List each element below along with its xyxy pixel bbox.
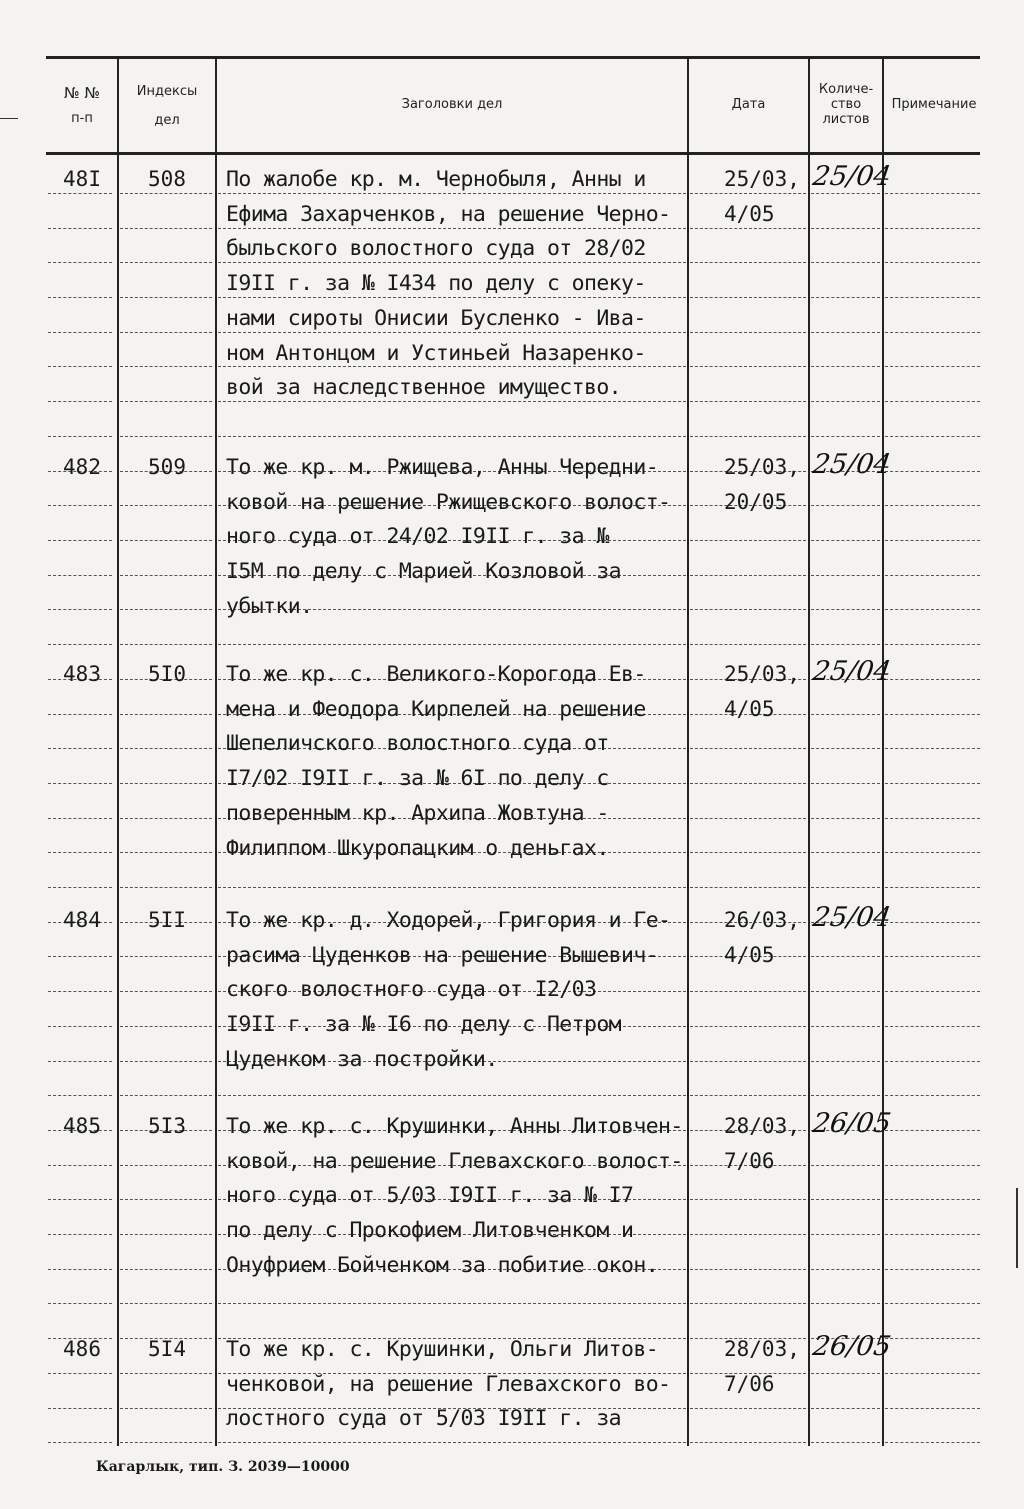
- row-rule: [48, 852, 112, 853]
- row-rule: [690, 748, 806, 749]
- row-rule: [811, 436, 880, 437]
- row-rule: [48, 1165, 112, 1166]
- row-rule: [48, 1095, 112, 1096]
- row-rule: [120, 193, 212, 194]
- entry-title-line: ковой, на решение Глевахского волост-: [226, 1149, 683, 1174]
- row-rule: [885, 679, 980, 680]
- row-rule: [885, 436, 980, 437]
- row-rule: [218, 887, 686, 888]
- row-rule: [120, 783, 212, 784]
- row-rule: [811, 1269, 880, 1270]
- entry-number: 485: [63, 1114, 101, 1138]
- entry-date: 28/03,: [724, 1114, 800, 1138]
- entry-index: 508: [148, 167, 186, 191]
- row-rule: [811, 1061, 880, 1062]
- row-rule: [48, 714, 112, 715]
- row-rule: [811, 991, 880, 992]
- row-rule: [885, 1303, 980, 1304]
- entry-title-line: ном Антонцом и Устиньей Назаренко-: [226, 341, 646, 366]
- row-rule: [48, 401, 112, 402]
- row-rule: [120, 366, 212, 367]
- row-rule: [690, 1303, 806, 1304]
- row-rule: [120, 1061, 212, 1062]
- row-rule: [218, 228, 686, 229]
- top-border: [46, 56, 980, 59]
- row-rule: [811, 852, 880, 853]
- row-rule: [811, 1408, 880, 1409]
- entry-title-line: То же кр. м. Ржищева, Анны Чередни-: [226, 455, 659, 480]
- row-rule: [218, 1095, 686, 1096]
- row-rule: [885, 505, 980, 506]
- row-rule: [120, 1442, 212, 1443]
- row-rule: [690, 436, 806, 437]
- entry-sheets-handwritten: 26/05: [810, 1331, 893, 1362]
- header-num-label: № №: [64, 84, 100, 102]
- row-rule: [48, 505, 112, 506]
- entry-date: 7/06: [724, 1372, 775, 1396]
- row-rule: [885, 1026, 980, 1027]
- row-rule: [690, 783, 806, 784]
- entry-title-line: Цуденком за постройки.: [226, 1047, 498, 1072]
- entry-title-line: ченковой, на решение Глевахского во-: [226, 1372, 671, 1397]
- entry-date: 4/05: [724, 943, 775, 967]
- row-rule: [48, 1269, 112, 1270]
- entry-title-line: I7/02 I9II г. за № 6I по делу с: [226, 766, 609, 791]
- row-rule: [885, 1234, 980, 1235]
- header-index: [119, 84, 215, 128]
- row-rule: [885, 193, 980, 194]
- row-rule: [811, 1026, 880, 1027]
- row-rule: [811, 714, 880, 715]
- column-divider-title: [215, 56, 217, 1446]
- entry-title-line: I9II г. за № I6 по делу с Петром: [226, 1012, 622, 1037]
- row-rule: [885, 922, 980, 923]
- right-margin-mark: [1016, 1188, 1018, 1268]
- row-rule: [48, 436, 112, 437]
- entry-title-line: мена и Феодора Кирпелей на решение: [226, 697, 646, 722]
- entry-title-line: поверенным кр. Архипа Жовтуна -: [226, 801, 609, 826]
- row-rule: [218, 332, 686, 333]
- row-rule: [690, 1026, 806, 1027]
- row-rule: [811, 887, 880, 888]
- row-rule: [120, 1269, 212, 1270]
- row-rule: [48, 748, 112, 749]
- entry-title-line: То же кр. с. Великого-Корогода Ев-: [226, 662, 646, 687]
- row-rule: [48, 956, 112, 957]
- row-rule: [120, 1408, 212, 1409]
- entry-title-line: Филиппом Шкуропацким о деньгах.: [226, 836, 609, 861]
- row-rule: [120, 1373, 212, 1374]
- row-rule: [120, 956, 212, 957]
- entry-number: 482: [63, 455, 101, 479]
- row-rule: [885, 1373, 980, 1374]
- row-rule: [690, 1442, 806, 1443]
- row-rule: [120, 818, 212, 819]
- row-rule: [120, 540, 212, 541]
- entry-index: 5II: [148, 908, 186, 932]
- row-rule: [885, 366, 980, 367]
- row-rule: [811, 540, 880, 541]
- column-divider-sheets: [808, 56, 810, 1446]
- row-rule: [690, 1199, 806, 1200]
- row-rule: [120, 332, 212, 333]
- row-rule: [811, 505, 880, 506]
- row-rule: [811, 748, 880, 749]
- row-rule: [885, 1199, 980, 1200]
- row-rule: [218, 366, 686, 367]
- entry-sheets-handwritten: 25/04: [810, 656, 893, 687]
- entry-date: 26/03,: [724, 908, 800, 932]
- row-rule: [811, 1234, 880, 1235]
- row-rule: [885, 644, 980, 645]
- row-rule: [690, 991, 806, 992]
- entry-title-line: I9II г. за № I434 по делу с опеку-: [226, 271, 646, 296]
- entry-index: 5I3: [148, 1114, 186, 1138]
- row-rule: [120, 1199, 212, 1200]
- row-rule: [811, 575, 880, 576]
- row-rule: [885, 714, 980, 715]
- row-rule: [218, 1442, 686, 1443]
- header-num-sub: п-п: [71, 111, 93, 126]
- row-rule: [811, 193, 880, 194]
- row-rule: [48, 1026, 112, 1027]
- row-rule: [48, 1303, 112, 1304]
- entry-date: 4/05: [724, 697, 775, 721]
- entry-title-line: нами сироты Онисии Бусленко - Ива-: [226, 306, 646, 331]
- row-rule: [48, 228, 112, 229]
- entry-index: 5I0: [148, 662, 186, 686]
- entry-title-line: по делу с Прокофием Литовченком и: [226, 1218, 634, 1243]
- row-rule: [811, 609, 880, 610]
- row-rule: [120, 1234, 212, 1235]
- row-rule: [885, 1269, 980, 1270]
- row-rule: [885, 1130, 980, 1131]
- entry-number: 484: [63, 908, 101, 932]
- entry-date: 25/03,: [724, 455, 800, 479]
- row-rule: [48, 644, 112, 645]
- row-rule: [48, 262, 112, 263]
- row-rule: [48, 991, 112, 992]
- row-rule: [48, 575, 112, 576]
- row-rule: [811, 783, 880, 784]
- row-rule: [811, 956, 880, 957]
- row-rule: [885, 540, 980, 541]
- row-rule: [690, 1269, 806, 1270]
- row-rule: [48, 1199, 112, 1200]
- printer-footer: Кагарлык, тип. З. 2039—10000: [96, 1459, 350, 1475]
- row-rule: [690, 193, 806, 194]
- row-rule: [690, 1408, 806, 1409]
- entry-date: 20/05: [724, 490, 788, 514]
- entry-title-line: ского волостного суда от I2/03: [226, 977, 597, 1002]
- row-rule: [48, 818, 112, 819]
- row-rule: [218, 401, 686, 402]
- row-rule: [811, 1165, 880, 1166]
- row-rule: [690, 366, 806, 367]
- row-rule: [885, 575, 980, 576]
- row-rule: [885, 471, 980, 472]
- row-rule: [120, 991, 212, 992]
- column-divider-date: [687, 56, 689, 1446]
- row-rule: [690, 1095, 806, 1096]
- entry-title-line: ного суда от 5/03 I9II г. за № I7: [226, 1183, 634, 1208]
- header-sheets: Количе- ство листов: [818, 82, 874, 127]
- header-num: [48, 86, 116, 126]
- row-rule: [48, 297, 112, 298]
- row-rule: [885, 956, 980, 957]
- row-rule: [885, 783, 980, 784]
- row-rule: [811, 1373, 880, 1374]
- row-rule: [885, 887, 980, 888]
- entry-title-line: То же кр. с. Крушинки, Ольги Литов-: [226, 1337, 659, 1362]
- entry-date: 4/05: [724, 202, 775, 226]
- column-divider-note: [882, 56, 884, 1446]
- entry-date: 28/03,: [724, 1337, 800, 1361]
- row-rule: [120, 644, 212, 645]
- row-rule: [690, 1061, 806, 1062]
- row-rule: [690, 540, 806, 541]
- row-rule: [120, 609, 212, 610]
- entry-number: 48I: [63, 167, 101, 191]
- row-rule: [218, 297, 686, 298]
- header-title: Заголовки дел: [401, 97, 503, 112]
- entry-sheets-handwritten: 25/04: [810, 449, 893, 480]
- row-rule: [690, 887, 806, 888]
- entry-title-line: расима Цуденков на решение Вышевич-: [226, 943, 659, 968]
- row-rule: [48, 1061, 112, 1062]
- row-rule: [885, 1165, 980, 1166]
- row-rule: [690, 852, 806, 853]
- header-bottom-border: [46, 152, 980, 155]
- row-rule: [218, 1303, 686, 1304]
- row-rule: [885, 228, 980, 229]
- row-rule: [120, 852, 212, 853]
- row-rule: [120, 887, 212, 888]
- entry-title-line: быльского волостного суда от 28/02: [226, 236, 646, 261]
- row-rule: [811, 1303, 880, 1304]
- row-rule: [218, 436, 686, 437]
- row-rule: [48, 783, 112, 784]
- row-rule: [48, 193, 112, 194]
- entry-title-line: То же кр. с. Крушинки, Анны Литовчен-: [226, 1114, 683, 1139]
- row-rule: [120, 748, 212, 749]
- row-rule: [120, 1303, 212, 1304]
- header-date: Дата: [731, 97, 766, 112]
- row-rule: [690, 575, 806, 576]
- row-rule: [885, 332, 980, 333]
- entry-title-line: По жалобе кр. м. Чернобыля, Анны и: [226, 167, 646, 192]
- column-divider-index: [117, 56, 119, 1446]
- entry-title-line: вой за наследственное имущество.: [226, 375, 622, 400]
- entry-title-line: убытки.: [226, 594, 313, 619]
- row-rule: [885, 297, 980, 298]
- entry-sheets-handwritten: 26/05: [810, 1108, 893, 1139]
- row-rule: [48, 366, 112, 367]
- row-rule: [885, 1095, 980, 1096]
- row-rule: [885, 818, 980, 819]
- row-rule: [885, 748, 980, 749]
- row-rule: [120, 505, 212, 506]
- row-rule: [48, 609, 112, 610]
- row-rule: [48, 1234, 112, 1235]
- row-rule: [885, 1442, 980, 1443]
- entry-index: 5I4: [148, 1337, 186, 1361]
- row-rule: [811, 644, 880, 645]
- header-note: Примечание: [891, 97, 977, 112]
- entry-title-line: Онуфрием Бойченком за побитие окон.: [226, 1253, 659, 1278]
- row-rule: [48, 1442, 112, 1443]
- entry-title-line: ковой на решение Ржищевского волост-: [226, 490, 671, 515]
- left-margin-mark: [0, 118, 18, 119]
- row-rule: [690, 262, 806, 263]
- row-rule: [218, 193, 686, 194]
- row-rule: [690, 644, 806, 645]
- row-rule: [48, 540, 112, 541]
- row-rule: [120, 1165, 212, 1166]
- row-rule: [120, 228, 212, 229]
- row-rule: [811, 297, 880, 298]
- row-rule: [811, 401, 880, 402]
- entry-index: 509: [148, 455, 186, 479]
- row-rule: [690, 1234, 806, 1235]
- row-rule: [218, 262, 686, 263]
- row-rule: [218, 644, 686, 645]
- entry-title-line: ного суда от 24/02 I9II г. за №: [226, 524, 609, 549]
- entry-title-line: Ефима Захарченков, на решение Черно-: [226, 202, 671, 227]
- row-rule: [885, 262, 980, 263]
- entry-title-line: лостного суда от 5/03 I9II г. за: [226, 1406, 622, 1431]
- row-rule: [120, 401, 212, 402]
- entry-number: 483: [63, 662, 101, 686]
- row-rule: [885, 1408, 980, 1409]
- row-rule: [811, 1199, 880, 1200]
- row-rule: [690, 332, 806, 333]
- row-rule: [690, 818, 806, 819]
- row-rule: [811, 1095, 880, 1096]
- row-rule: [885, 852, 980, 853]
- row-rule: [48, 1408, 112, 1409]
- row-rule: [811, 332, 880, 333]
- row-rule: [885, 1061, 980, 1062]
- entry-title-line: Шепеличского волостного суда от: [226, 731, 609, 756]
- row-rule: [690, 228, 806, 229]
- row-rule: [885, 1338, 980, 1339]
- entry-date: 7/06: [724, 1149, 775, 1173]
- row-rule: [690, 401, 806, 402]
- row-rule: [885, 609, 980, 610]
- header-index-sub: дел: [154, 113, 180, 128]
- row-rule: [690, 609, 806, 610]
- row-rule: [120, 1095, 212, 1096]
- row-rule: [811, 262, 880, 263]
- row-rule: [48, 332, 112, 333]
- row-rule: [120, 714, 212, 715]
- entry-title-line: I5М по делу с Марией Козловой за: [226, 559, 622, 584]
- row-rule: [885, 401, 980, 402]
- entry-date: 25/03,: [724, 662, 800, 686]
- row-rule: [811, 818, 880, 819]
- row-rule: [120, 262, 212, 263]
- header-index-label: Индексы: [136, 84, 198, 99]
- row-rule: [811, 366, 880, 367]
- entry-title-line: То же кр. д. Ходорей, Григория и Ге-: [226, 908, 671, 933]
- entry-date: 25/03,: [724, 167, 800, 191]
- row-rule: [811, 1442, 880, 1443]
- entry-number: 486: [63, 1337, 101, 1361]
- row-rule: [120, 436, 212, 437]
- row-rule: [690, 297, 806, 298]
- row-rule: [120, 1026, 212, 1027]
- row-rule: [48, 887, 112, 888]
- row-rule: [48, 1373, 112, 1374]
- entry-sheets-handwritten: 25/04: [810, 161, 893, 192]
- entry-sheets-handwritten: 25/04: [810, 902, 893, 933]
- row-rule: [885, 991, 980, 992]
- row-rule: [811, 228, 880, 229]
- row-rule: [120, 575, 212, 576]
- row-rule: [120, 297, 212, 298]
